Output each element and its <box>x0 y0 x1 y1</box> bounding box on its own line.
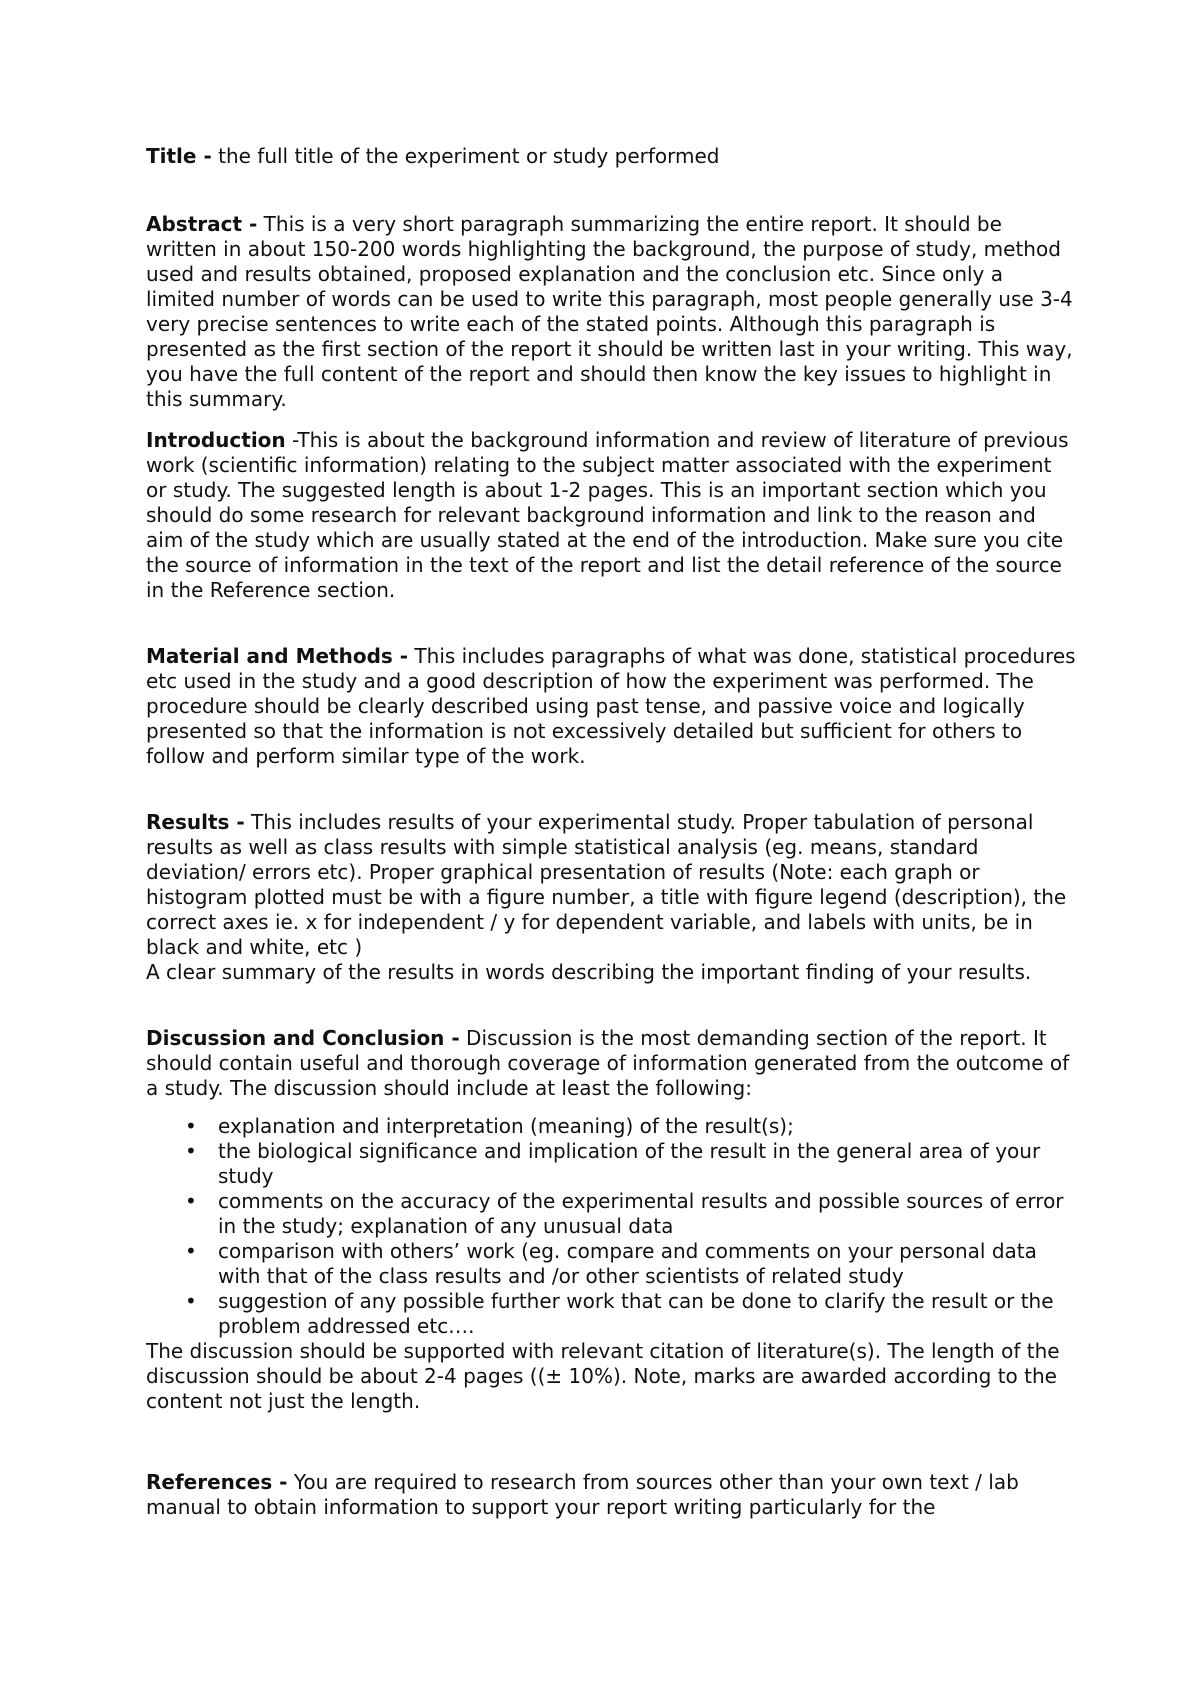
results-body: This includes results of your experimental study. Proper tabulation of personal results as well as class results with simple statistical analysis (eg. means, standard deviation/ errors etc). Proper graphical presentation of results (Note: each graph or histogram plotted must be with a figure number, a title with figure legend (description), the correct axes ie. x for independent / y for dependent variable, and labels with units, be in black and white, etc ) <box>146 810 1067 959</box>
title-paragraph <box>146 144 1076 169</box>
discussion-paragraph <box>146 1026 1076 1101</box>
discussion-body: Discussion is the most demanding section of the report. It should contain useful and thorough coverage of information generated from the outcome of a study. The discussion should include at least the following: <box>146 1026 1070 1100</box>
results-summary: A clear summary of the results in words describing the important finding of your results. <box>146 960 1032 984</box>
document-content <box>146 144 1076 1520</box>
bullet-icon: • <box>185 1139 197 1163</box>
abstract-heading: Abstract - <box>146 212 258 236</box>
methods-body: This includes paragraphs of what was done, statistical procedures etc used in the study and a good description of how the experiment was performed. The procedure should be clearly described using past tense, and passive voice and logically presented so that the information is not excessively detailed but sufficient for others to follow and perform similar type of the work. <box>146 644 1076 768</box>
bullet-icon: • <box>185 1189 197 1213</box>
list-item <box>146 1289 1076 1339</box>
discussion-closing-paragraph: The discussion should be supported with relevant citation of literature(s). The length of the discussion should be about 2-4 pages ((± 10%). Note, marks are awarded according to the content not just the length. <box>146 1339 1060 1413</box>
list-item-text: explanation and interpretation (meaning) of the result(s); <box>218 1114 794 1138</box>
list-item-text: suggestion of any possible further work that can be done to clarify the result or the problem addressed etc…. <box>218 1289 1054 1338</box>
bullet-icon: • <box>185 1289 197 1313</box>
bullet-icon: • <box>185 1114 197 1138</box>
introduction-body: -This is about the background information and review of literature of previous work (scientific information) relating to the subject matter associated with the experiment or study. The suggested length is about 1-2 pages. This is an important section which you should do some research for relevant background information and link to the reason and aim of the study which are usually stated at the end of the introduction. Make sure you cite the source of information in the text of the report and list the detail reference of the source in the Reference section. <box>146 428 1069 602</box>
references-body: You are required to research from sources other than your own text / lab manual to obtain information to support your report writing particularly for the <box>146 1470 1019 1519</box>
results-section <box>146 810 1076 985</box>
list-item <box>146 1189 1076 1239</box>
title-body: the full title of the experiment or study performed <box>211 144 720 168</box>
references-paragraph <box>146 1470 1076 1520</box>
list-item <box>146 1114 1076 1139</box>
list-item <box>146 1239 1076 1289</box>
discussion-heading: Discussion and Conclusion - <box>146 1026 460 1050</box>
title-heading: Title - <box>146 144 212 168</box>
references-heading: References - <box>146 1470 288 1494</box>
abstract-body: This is a very short paragraph summarizing the entire report. It should be written in about 150-200 words highlighting the background, the purpose of study, method used and results obtained, proposed explanation and the conclusion etc. Since only a limited number of words can be used to write this paragraph, most people generally use 3-4 very precise sentences to write each of the stated points. Although this paragraph is presented as the first section of the report it should be written last in your writing. This way, you have the full content of the report and should then know the key issues to highlight in this summary. <box>146 212 1073 411</box>
list-item-text: the biological significance and implication of the result in the general area of your study <box>218 1139 1041 1188</box>
bullet-icon: • <box>185 1239 197 1263</box>
list-item-text: comparison with others’ work (eg. compare and comments on your personal data with that of the class results and /or other scientists of related study <box>218 1239 1037 1288</box>
methods-heading: Material and Methods - <box>146 644 409 668</box>
list-item <box>146 1139 1076 1189</box>
results-heading: Results - <box>146 810 245 834</box>
methods-paragraph <box>146 644 1076 769</box>
abstract-paragraph <box>146 212 1076 412</box>
results-paragraph <box>146 810 1076 960</box>
introduction-paragraph <box>146 428 1076 603</box>
discussion-bullet-list <box>146 1114 1076 1339</box>
list-item-text: comments on the accuracy of the experimental results and possible sources of error in the study; explanation of any unusual data <box>218 1189 1064 1238</box>
introduction-heading: Introduction <box>146 428 286 452</box>
